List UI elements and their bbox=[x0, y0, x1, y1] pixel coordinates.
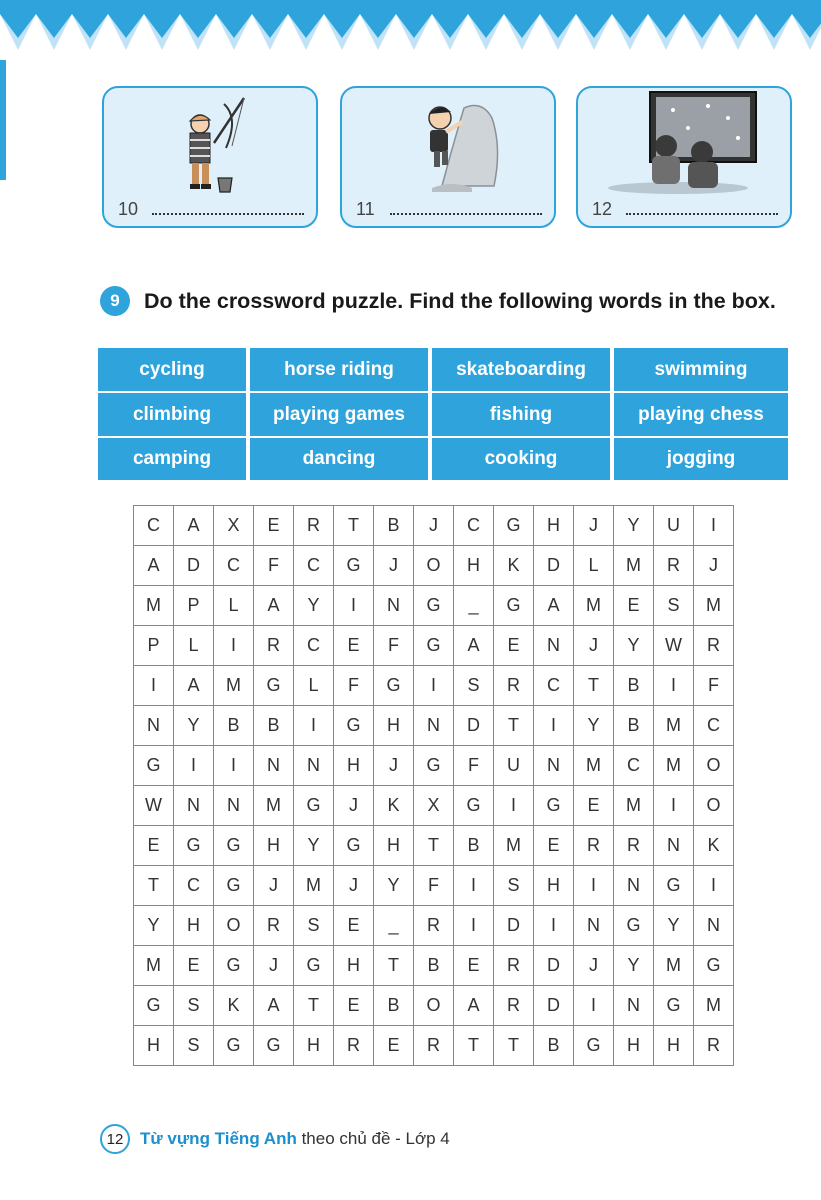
grid-cell[interactable]: B bbox=[534, 1026, 574, 1066]
grid-cell[interactable]: R bbox=[494, 946, 534, 986]
grid-cell[interactable]: I bbox=[654, 786, 694, 826]
grid-cell[interactable]: G bbox=[334, 546, 374, 586]
grid-cell[interactable]: G bbox=[414, 746, 454, 786]
grid-cell[interactable]: Y bbox=[574, 706, 614, 746]
grid-cell[interactable]: A bbox=[454, 626, 494, 666]
grid-cell[interactable]: B bbox=[454, 826, 494, 866]
grid-cell[interactable]: G bbox=[414, 626, 454, 666]
grid-cell[interactable]: N bbox=[614, 986, 654, 1026]
grid-cell[interactable]: M bbox=[294, 866, 334, 906]
grid-cell[interactable]: A bbox=[254, 986, 294, 1026]
grid-row bbox=[134, 1026, 734, 1066]
grid-cell[interactable]: D bbox=[174, 546, 214, 586]
grid-cell[interactable]: G bbox=[494, 506, 534, 546]
grid-cell[interactable]: E bbox=[254, 506, 294, 546]
grid-cell[interactable]: C bbox=[534, 666, 574, 706]
grid-cell[interactable]: G bbox=[214, 1026, 254, 1066]
grid-cell[interactable]: N bbox=[694, 906, 734, 946]
grid-cell[interactable]: G bbox=[214, 946, 254, 986]
grid-cell[interactable]: E bbox=[374, 1026, 414, 1066]
word-cycling: cycling bbox=[98, 348, 246, 391]
word-swimming: swimming bbox=[614, 348, 788, 391]
grid-cell[interactable]: H bbox=[374, 706, 414, 746]
grid-cell[interactable]: M bbox=[654, 706, 694, 746]
word-fishing: fishing bbox=[432, 393, 610, 436]
grid-cell[interactable]: G bbox=[334, 706, 374, 746]
grid-cell[interactable]: I bbox=[414, 666, 454, 706]
grid-cell[interactable]: T bbox=[334, 506, 374, 546]
grid-cell[interactable]: L bbox=[214, 586, 254, 626]
grid-cell[interactable]: S bbox=[174, 1026, 214, 1066]
grid-cell[interactable]: N bbox=[414, 706, 454, 746]
grid-cell[interactable]: M bbox=[214, 666, 254, 706]
grid-cell[interactable]: C bbox=[694, 706, 734, 746]
grid-cell[interactable]: T bbox=[494, 1026, 534, 1066]
grid-cell[interactable]: S bbox=[454, 666, 494, 706]
grid-cell[interactable]: W bbox=[134, 786, 174, 826]
grid-cell[interactable]: G bbox=[294, 946, 334, 986]
grid-cell[interactable]: Y bbox=[654, 906, 694, 946]
grid-cell[interactable]: U bbox=[654, 506, 694, 546]
picture-card-playing-games bbox=[576, 86, 792, 228]
grid-cell[interactable]: J bbox=[334, 866, 374, 906]
grid-cell[interactable]: J bbox=[414, 506, 454, 546]
grid-cell[interactable]: T bbox=[454, 1026, 494, 1066]
grid-cell[interactable]: M bbox=[254, 786, 294, 826]
picture-label-10: 10 bbox=[118, 199, 139, 219]
grid-cell[interactable]: Y bbox=[614, 626, 654, 666]
grid-cell[interactable]: N bbox=[374, 586, 414, 626]
answer-line-10[interactable] bbox=[152, 213, 304, 215]
grid-cell[interactable]: J bbox=[334, 786, 374, 826]
grid-cell[interactable]: H bbox=[254, 826, 294, 866]
word-jogging: jogging bbox=[614, 438, 788, 480]
grid-cell[interactable]: N bbox=[614, 866, 654, 906]
grid-cell[interactable]: F bbox=[374, 626, 414, 666]
grid-cell[interactable]: I bbox=[134, 666, 174, 706]
grid-cell[interactable]: I bbox=[454, 906, 494, 946]
grid-cell[interactable]: A bbox=[174, 666, 214, 706]
grid-cell[interactable]: H bbox=[174, 906, 214, 946]
grid-cell[interactable]: E bbox=[334, 906, 374, 946]
grid-cell[interactable]: S bbox=[494, 866, 534, 906]
grid-cell[interactable]: Y bbox=[614, 506, 654, 546]
grid-cell[interactable]: O bbox=[414, 986, 454, 1026]
grid-cell[interactable]: M bbox=[614, 786, 654, 826]
grid-cell[interactable]: N bbox=[134, 706, 174, 746]
grid-cell[interactable]: E bbox=[134, 826, 174, 866]
grid-cell[interactable]: I bbox=[454, 866, 494, 906]
grid-cell[interactable]: G bbox=[494, 586, 534, 626]
grid-cell[interactable]: K bbox=[494, 546, 534, 586]
word-cooking: cooking bbox=[432, 438, 610, 480]
grid-row bbox=[134, 666, 734, 706]
grid-cell[interactable]: T bbox=[374, 946, 414, 986]
grid-cell[interactable]: T bbox=[574, 666, 614, 706]
grid-cell[interactable]: B bbox=[374, 986, 414, 1026]
grid-cell[interactable]: K bbox=[214, 986, 254, 1026]
grid-cell[interactable]: J bbox=[574, 626, 614, 666]
exercise-header bbox=[100, 284, 776, 318]
grid-cell[interactable]: G bbox=[134, 986, 174, 1026]
grid-cell[interactable]: E bbox=[334, 986, 374, 1026]
grid-row bbox=[134, 786, 734, 826]
grid-cell[interactable]: N bbox=[574, 906, 614, 946]
grid-cell[interactable]: G bbox=[334, 826, 374, 866]
grid-cell[interactable]: N bbox=[294, 746, 334, 786]
grid-cell[interactable]: I bbox=[694, 866, 734, 906]
grid-cell[interactable]: I bbox=[334, 586, 374, 626]
grid-cell[interactable]: R bbox=[294, 506, 334, 546]
grid-cell[interactable]: H bbox=[534, 866, 574, 906]
grid-cell[interactable]: A bbox=[254, 586, 294, 626]
grid-cell[interactable]: O bbox=[214, 906, 254, 946]
grid-cell[interactable]: Y bbox=[294, 826, 334, 866]
grid-cell[interactable]: D bbox=[534, 986, 574, 1026]
grid-cell[interactable]: H bbox=[334, 946, 374, 986]
grid-cell[interactable]: U bbox=[494, 746, 534, 786]
grid-row bbox=[134, 746, 734, 786]
grid-cell[interactable]: C bbox=[134, 506, 174, 546]
book-title-bold: Từ vựng Tiếng Anh bbox=[140, 1129, 297, 1148]
grid-cell[interactable]: R bbox=[654, 546, 694, 586]
grid-cell[interactable]: O bbox=[694, 786, 734, 826]
grid-row bbox=[134, 986, 734, 1026]
grid-cell[interactable]: A bbox=[174, 506, 214, 546]
answer-line-11[interactable] bbox=[390, 213, 542, 215]
grid-cell[interactable]: B bbox=[614, 666, 654, 706]
book-title-rest: theo chủ đề - Lớp 4 bbox=[296, 1129, 450, 1148]
grid-cell[interactable]: S bbox=[654, 586, 694, 626]
grid-row bbox=[134, 866, 734, 906]
grid-cell[interactable]: _ bbox=[374, 906, 414, 946]
grid-cell[interactable]: R bbox=[414, 906, 454, 946]
grid-cell[interactable]: O bbox=[694, 746, 734, 786]
grid-cell[interactable]: H bbox=[614, 1026, 654, 1066]
grid-cell[interactable]: M bbox=[134, 946, 174, 986]
grid-cell[interactable]: E bbox=[454, 946, 494, 986]
grid-cell[interactable]: I bbox=[574, 866, 614, 906]
grid-cell[interactable]: E bbox=[574, 786, 614, 826]
grid-cell[interactable]: B bbox=[254, 706, 294, 746]
grid-cell[interactable]: G bbox=[374, 666, 414, 706]
grid-cell[interactable]: M bbox=[694, 586, 734, 626]
grid-cell[interactable]: B bbox=[414, 946, 454, 986]
grid-cell[interactable]: D bbox=[534, 546, 574, 586]
word-playing-games: playing games bbox=[250, 393, 428, 436]
book-title bbox=[140, 1129, 450, 1149]
grid-cell[interactable]: I bbox=[494, 786, 534, 826]
grid-cell[interactable]: I bbox=[574, 986, 614, 1026]
grid-cell[interactable]: H bbox=[454, 546, 494, 586]
grid-cell[interactable]: R bbox=[254, 906, 294, 946]
grid-cell[interactable]: C bbox=[454, 506, 494, 546]
grid-cell[interactable]: J bbox=[254, 946, 294, 986]
grid-cell[interactable]: H bbox=[134, 1026, 174, 1066]
page-number: 12 bbox=[100, 1124, 130, 1154]
grid-row bbox=[134, 546, 734, 586]
grid-cell[interactable]: M bbox=[494, 826, 534, 866]
exercise-number-badge: 9 bbox=[100, 286, 130, 316]
grid-cell[interactable]: A bbox=[134, 546, 174, 586]
grid-cell[interactable]: Y bbox=[374, 866, 414, 906]
grid-cell[interactable]: G bbox=[214, 866, 254, 906]
grid-cell[interactable]: J bbox=[374, 746, 414, 786]
grid-cell[interactable]: E bbox=[534, 826, 574, 866]
grid-cell[interactable]: L bbox=[174, 626, 214, 666]
grid-cell[interactable]: I bbox=[214, 626, 254, 666]
grid-cell[interactable]: T bbox=[494, 706, 534, 746]
grid-cell[interactable]: G bbox=[654, 986, 694, 1026]
picture-card-climbing bbox=[340, 86, 556, 228]
grid-cell[interactable]: C bbox=[174, 866, 214, 906]
grid-cell[interactable]: E bbox=[334, 626, 374, 666]
grid-cell[interactable]: M bbox=[574, 586, 614, 626]
grid-row bbox=[134, 506, 734, 546]
grid-cell[interactable]: R bbox=[494, 986, 534, 1026]
grid-cell[interactable]: J bbox=[254, 866, 294, 906]
grid-cell[interactable]: G bbox=[254, 1026, 294, 1066]
grid-cell[interactable]: J bbox=[374, 546, 414, 586]
grid-cell[interactable]: A bbox=[534, 586, 574, 626]
grid-cell[interactable]: C bbox=[214, 546, 254, 586]
grid-cell[interactable]: M bbox=[614, 546, 654, 586]
grid-cell[interactable]: P bbox=[174, 586, 214, 626]
grid-cell[interactable]: J bbox=[574, 506, 614, 546]
grid-cell[interactable]: R bbox=[694, 1026, 734, 1066]
grid-cell[interactable]: G bbox=[414, 586, 454, 626]
word-playing-chess: playing chess bbox=[614, 393, 788, 436]
grid-cell[interactable]: C bbox=[294, 546, 334, 586]
grid-cell[interactable]: N bbox=[214, 786, 254, 826]
word-list-box bbox=[98, 348, 786, 480]
grid-cell[interactable]: C bbox=[294, 626, 334, 666]
grid-cell[interactable]: J bbox=[574, 946, 614, 986]
grid-cell[interactable]: D bbox=[494, 906, 534, 946]
grid-cell[interactable]: Y bbox=[294, 586, 334, 626]
word-camping: camping bbox=[98, 438, 246, 480]
grid-cell[interactable]: O bbox=[414, 546, 454, 586]
grid-cell[interactable]: G bbox=[454, 786, 494, 826]
grid-cell[interactable]: R bbox=[414, 1026, 454, 1066]
grid-cell[interactable]: B bbox=[374, 506, 414, 546]
grid-cell[interactable]: T bbox=[414, 826, 454, 866]
grid-cell[interactable]: R bbox=[254, 626, 294, 666]
grid-cell[interactable]: K bbox=[374, 786, 414, 826]
grid-cell[interactable]: N bbox=[654, 826, 694, 866]
picture-label-11: 11 bbox=[356, 199, 375, 219]
exercise-instruction: Do the crossword puzzle. Find the following words in the box. bbox=[144, 288, 776, 313]
grid-row bbox=[134, 706, 734, 746]
grid-cell[interactable]: H bbox=[294, 1026, 334, 1066]
grid-cell[interactable]: G bbox=[214, 826, 254, 866]
grid-cell[interactable]: B bbox=[214, 706, 254, 746]
grid-cell[interactable]: R bbox=[494, 666, 534, 706]
grid-cell[interactable]: I bbox=[534, 906, 574, 946]
grid-cell[interactable]: M bbox=[654, 946, 694, 986]
left-edge-bar bbox=[0, 60, 6, 180]
grid-cell[interactable]: R bbox=[614, 826, 654, 866]
grid-cell[interactable]: A bbox=[454, 986, 494, 1026]
grid-cell[interactable]: R bbox=[574, 826, 614, 866]
grid-cell[interactable]: G bbox=[294, 786, 334, 826]
grid-cell[interactable]: G bbox=[574, 1026, 614, 1066]
grid-cell[interactable]: S bbox=[174, 986, 214, 1026]
grid-cell[interactable]: G bbox=[694, 946, 734, 986]
grid-cell[interactable]: S bbox=[294, 906, 334, 946]
grid-cell[interactable]: Y bbox=[614, 946, 654, 986]
grid-cell[interactable]: X bbox=[214, 506, 254, 546]
grid-cell[interactable]: F bbox=[334, 666, 374, 706]
grid-cell[interactable]: I bbox=[534, 706, 574, 746]
grid-cell[interactable]: R bbox=[694, 626, 734, 666]
zigzag-border-decoration bbox=[0, 0, 821, 60]
grid-cell[interactable]: I bbox=[294, 706, 334, 746]
grid-cell[interactable]: N bbox=[534, 746, 574, 786]
grid-row bbox=[134, 946, 734, 986]
grid-cell[interactable]: T bbox=[134, 866, 174, 906]
page-footer bbox=[100, 1124, 450, 1154]
grid-cell[interactable]: G bbox=[614, 906, 654, 946]
grid-cell[interactable]: G bbox=[134, 746, 174, 786]
grid-cell[interactable]: I bbox=[174, 746, 214, 786]
picture-card-fishing bbox=[102, 86, 318, 228]
grid-row bbox=[134, 626, 734, 666]
grid-cell[interactable]: N bbox=[174, 786, 214, 826]
grid-cell[interactable]: I bbox=[694, 506, 734, 546]
grid-cell[interactable]: Y bbox=[134, 906, 174, 946]
grid-cell[interactable]: E bbox=[614, 586, 654, 626]
answer-line-12[interactable] bbox=[626, 213, 778, 215]
word-skateboarding: skateboarding bbox=[432, 348, 610, 391]
grid-cell[interactable]: H bbox=[334, 746, 374, 786]
grid-cell[interactable]: G bbox=[534, 786, 574, 826]
grid-cell[interactable]: L bbox=[574, 546, 614, 586]
word-climbing: climbing bbox=[98, 393, 246, 436]
grid-cell[interactable]: F bbox=[694, 666, 734, 706]
grid-cell[interactable]: B bbox=[614, 706, 654, 746]
grid-cell[interactable]: M bbox=[654, 746, 694, 786]
grid-cell[interactable]: M bbox=[134, 586, 174, 626]
grid-row bbox=[134, 586, 734, 626]
grid-cell[interactable]: W bbox=[654, 626, 694, 666]
grid-cell[interactable]: I bbox=[214, 746, 254, 786]
grid-cell[interactable]: R bbox=[334, 1026, 374, 1066]
grid-cell[interactable]: I bbox=[654, 666, 694, 706]
grid-cell[interactable]: E bbox=[174, 946, 214, 986]
grid-cell[interactable]: Y bbox=[174, 706, 214, 746]
grid-cell[interactable]: K bbox=[694, 826, 734, 866]
grid-cell[interactable]: F bbox=[414, 866, 454, 906]
grid-cell[interactable]: M bbox=[694, 986, 734, 1026]
grid-cell[interactable]: D bbox=[454, 706, 494, 746]
grid-cell[interactable]: H bbox=[654, 1026, 694, 1066]
grid-cell[interactable]: X bbox=[414, 786, 454, 826]
grid-cell[interactable]: L bbox=[294, 666, 334, 706]
grid-cell[interactable]: H bbox=[374, 826, 414, 866]
grid-cell[interactable]: F bbox=[254, 546, 294, 586]
grid-cell[interactable]: C bbox=[614, 746, 654, 786]
grid-cell[interactable]: M bbox=[574, 746, 614, 786]
grid-cell[interactable]: G bbox=[254, 666, 294, 706]
grid-cell[interactable]: _ bbox=[454, 586, 494, 626]
grid-cell[interactable]: E bbox=[494, 626, 534, 666]
grid-cell[interactable]: N bbox=[534, 626, 574, 666]
grid-cell[interactable]: T bbox=[294, 986, 334, 1026]
picture-label-12: 12 bbox=[592, 199, 613, 219]
grid-row bbox=[134, 906, 734, 946]
grid-cell[interactable]: H bbox=[534, 506, 574, 546]
word-search-grid bbox=[133, 505, 734, 1066]
word-dancing: dancing bbox=[250, 438, 428, 480]
grid-cell[interactable]: G bbox=[174, 826, 214, 866]
word-horse-riding: horse riding bbox=[250, 348, 428, 391]
grid-cell[interactable]: F bbox=[454, 746, 494, 786]
grid-cell[interactable]: J bbox=[694, 546, 734, 586]
grid-cell[interactable]: D bbox=[534, 946, 574, 986]
grid-cell[interactable]: P bbox=[134, 626, 174, 666]
grid-cell[interactable]: N bbox=[254, 746, 294, 786]
grid-row bbox=[134, 826, 734, 866]
grid-cell[interactable]: G bbox=[654, 866, 694, 906]
